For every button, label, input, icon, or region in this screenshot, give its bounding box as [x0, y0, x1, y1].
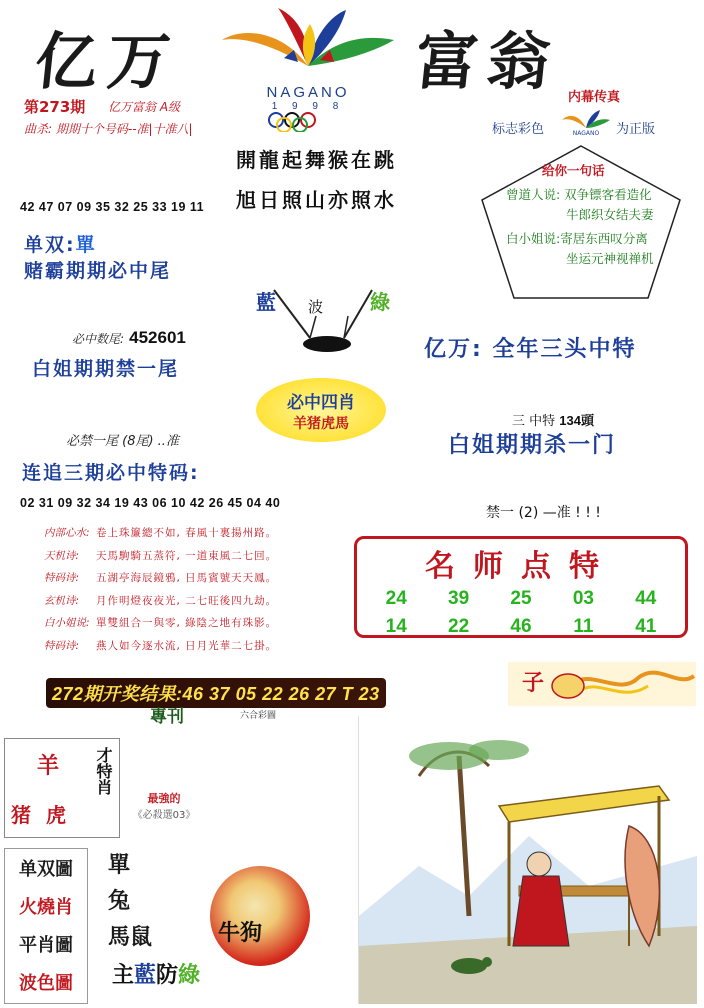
pentagon-line-1: 曾道人说: 双争镖客看造化: [506, 187, 652, 202]
duba-text: 赌霸期期必中尾: [24, 260, 172, 282]
niugou-label: 牛狗: [218, 920, 263, 946]
poem-row: [44, 590, 344, 613]
zi-dragon-strip: [508, 658, 696, 710]
poem-text: 五湖亭海辰鏡鴉, 日馬賓號天天鳳。: [96, 572, 278, 584]
grade-note: 亿万富翁 A级: [108, 100, 181, 114]
zhengban-label: 为正版: [616, 122, 656, 137]
biaozhi-label: 标志彩色: [492, 122, 545, 137]
jinyi-text: 禁一 (2) —准 ! ! !: [486, 505, 601, 521]
mingshi-title: 名师点特: [425, 549, 617, 584]
mingshi-number: 44: [635, 588, 657, 609]
poem-line-1: 開龍起舞猴在跳: [236, 148, 397, 172]
olympic-rings-icon: [214, 112, 402, 132]
bose-funnel: [250, 280, 400, 360]
bizhong-label: 必中数尾:: [72, 332, 125, 346]
poem-label: 玄机诗:: [44, 594, 80, 607]
mingshi-box: [354, 536, 688, 638]
poem-row: [44, 567, 344, 590]
dan-label: 單: [108, 852, 131, 878]
poem-text: 卷上珠簾總不如, 春風十裏揚州路。: [96, 527, 278, 539]
grid-cell: 单双圖: [19, 859, 73, 880]
maishu-label: 馬鼠: [108, 924, 153, 950]
mingshi-number: 03: [572, 588, 594, 609]
sanzhong-value: 134頭: [559, 413, 594, 428]
flower-emblem-icon: [214, 6, 402, 80]
poem-label: 特码诗:: [44, 639, 80, 652]
poem-label: 特码诗:: [44, 572, 80, 584]
yang-zhu-hu-panel: [4, 738, 120, 838]
sanzhong-label: 三 中特: [512, 414, 556, 429]
neimu-label: 内幕传真: [568, 90, 621, 105]
jinyiwei-text: 必禁一尾 (8尾) ..准: [66, 434, 179, 449]
poem-line-2: 旭日照山亦照水: [236, 188, 397, 212]
poem-row: [44, 612, 344, 635]
danshuang-text: 单双:: [24, 234, 76, 256]
logo-year: 1 9 9 8: [271, 101, 345, 112]
title-left: 亿万: [31, 25, 184, 98]
poem-text: 單雙組合一與零, 綠陰之地有珠影。: [96, 617, 278, 629]
zi-label: 子: [522, 670, 545, 696]
rule-note: 曲杀: 期期十个号码--准|十准八|: [24, 122, 193, 136]
fancy-line-2: 《必殺選03》: [132, 810, 196, 821]
mingshi-numbers: [357, 585, 685, 641]
scholar-illustration: [358, 716, 696, 1004]
poem-label: 白小姐说:: [44, 617, 90, 629]
logo-text: NAGANO: [266, 84, 350, 101]
issue-number: 第273期: [24, 98, 86, 116]
fang-label: 防: [156, 963, 179, 988]
small-logo-icon: [560, 106, 612, 136]
mingshi-number: 39: [448, 588, 470, 609]
baijie-sha-text: 白姐期期杀一门: [448, 433, 617, 458]
zhu-label: 主: [112, 963, 135, 988]
baijie-jin-text: 白姐期期禁一尾: [32, 358, 180, 380]
pentagon-title: 给你一句话: [542, 163, 605, 178]
mingshi-number: 46: [510, 616, 532, 637]
grid-cell: 火燒肖: [19, 897, 73, 918]
grid-cell: 平肖圖: [19, 935, 73, 956]
sanzhong-row: [512, 410, 594, 429]
mingshi-number: 11: [573, 616, 594, 637]
danshuang-value: 單: [75, 234, 97, 256]
poem-label: 天机诗:: [44, 549, 80, 562]
poem-row: [44, 522, 344, 545]
tu-label: 兔: [108, 888, 131, 914]
lv2-label: 綠: [178, 963, 201, 988]
poem-row: [44, 545, 344, 568]
poem-lines: [44, 522, 344, 657]
numbers-row-2: 02 31 09 32 34 19 43 06 10 42 26 45 04 40: [20, 496, 281, 510]
pentagon-line-3: 白小姐说:寄居东西叹分离: [506, 231, 648, 246]
yiwan-quannian: 亿万: 全年三头中特: [424, 337, 637, 362]
result-banner: 272期开奖结果:46 37 05 22 26 27 T 23: [46, 678, 386, 708]
nagano-logo: [214, 6, 402, 124]
fancy-line-1: 最強的: [147, 792, 181, 805]
scholar-scene-icon: [359, 716, 697, 1004]
bizhong-row: [72, 328, 186, 348]
pentagon-line-4: 坐运元神视禅机: [566, 251, 654, 266]
mingshi-number: 22: [448, 616, 470, 637]
mingshi-number: 25: [510, 588, 532, 609]
mingshi-number: 41: [635, 616, 657, 637]
oval-title: 必中四肖: [287, 393, 355, 413]
numbers-row-1: 42 47 07 09 35 32 25 33 19 11: [20, 200, 205, 214]
poem-text: 燕人如今逐水流, 日月光華二七掛。: [96, 639, 278, 652]
yang-label: 羊: [37, 754, 60, 779]
picture-grid: [4, 848, 88, 1004]
poem-text: 天馬駒騎五蒸符, 一道東風二七回。: [96, 549, 278, 562]
zhufang-row: [112, 958, 200, 989]
oval-sub: 羊猪虎馬: [293, 416, 349, 432]
poem-row: [44, 635, 344, 658]
poem-label: 内部心水:: [44, 527, 90, 539]
bizhong-value: 452601: [129, 328, 186, 347]
zhu-hu-label: 猪 虎: [11, 803, 70, 827]
svg-text:NAGANO: NAGANO: [572, 130, 600, 136]
poem-text: 月作明燈夜夜光, 二七旺後四九劫。: [96, 594, 278, 607]
title-right: 富翁: [411, 25, 564, 98]
pentagon-box: [478, 142, 684, 302]
lv-label: 綠: [370, 290, 390, 314]
bo-label: 波: [308, 298, 324, 316]
vertical-text: 才特肖: [94, 747, 113, 795]
grid-cell: 波色圖: [19, 973, 73, 994]
mingshi-number: 24: [385, 588, 407, 609]
pentagon-line-2: 牛郎织女结夫妻: [566, 207, 654, 222]
zhuankan-label: 專刊: [150, 707, 184, 727]
bizhong-sixiao-oval: [256, 378, 386, 442]
fancy-label: [118, 790, 210, 840]
danshuang-label: [24, 230, 97, 257]
lianzhui-text: 连追三期必中特码:: [22, 462, 200, 484]
lan2-label: 藍: [134, 963, 157, 988]
lan-label: 藍: [256, 290, 276, 314]
zhuankan-sub: 六合彩圖: [240, 711, 277, 721]
mingshi-number: 14: [385, 616, 407, 637]
